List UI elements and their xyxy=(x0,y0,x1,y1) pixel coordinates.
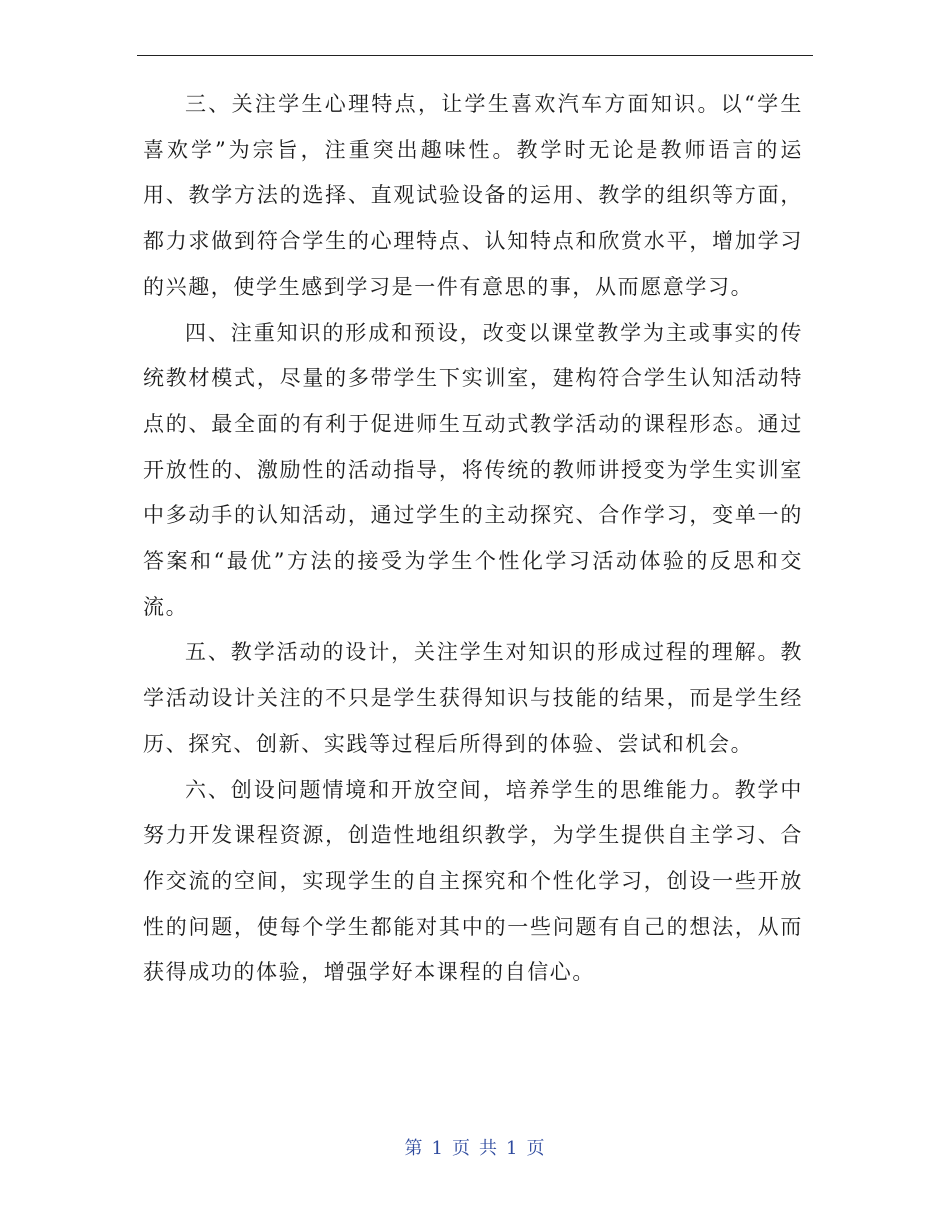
header-rule xyxy=(137,55,813,56)
document-body xyxy=(143,82,803,996)
paragraph-6: 六、创设问题情境和开放空间，培养学生的思维能力。教学中努力开发课程资源，创造性地组织教学，为学生提供自主学习、合作交流的空间，实现学生的自主探究和个性化学习，创设一些开放性的问题，使每个学生都能对其中的一些问题有自己的想法，从而获得成功的体验，增强学好本课程的自信心。 xyxy=(143,777,803,985)
page-footer xyxy=(0,1134,950,1160)
paragraph-4: 四、注重知识的形成和预设，改变以课堂教学为主或事实的传统教材模式，尽量的多带学生下实训室，建构符合学生认知活动特点的、最全面的有利于促进师生互动式教学活动的课程形态。通过开放性的、激励性的活动指导，将传统的教师讲授变为学生实训室中多动手的认知活动，通过学生的主动探究、合作学习，变单一的答案和“最优”方法的接受为学生个性化学习活动体验的反思和交流。 xyxy=(143,320,803,619)
paragraph-5: 五、教学活动的设计，关注学生对知识的形成过程的理解。教学活动设计关注的不只是学生获得知识与技能的结果，而是学生经历、探究、创新、实践等过程后所得到的体验、尝试和机会。 xyxy=(143,640,803,756)
footer-label-ye2: 页 xyxy=(526,1138,546,1159)
footer-label-gong: 共 xyxy=(479,1138,498,1159)
paragraph-3: 三、关注学生心理特点，让学生喜欢汽车方面知识。以“学生喜欢学”为宗旨，注重突出趣味性。教学时无论是教师语言的运用、教学方法的选择、直观试验设备的运用、教学的组织等方面，都力求做到符合学生的心理特点、认知特点和欣赏水平，增加学习的兴趣，使学生感到学习是一件有意思的事，从而愿意学习。 xyxy=(143,92,803,299)
footer-label-ye: 页 xyxy=(452,1138,471,1159)
footer-label-di: 第 xyxy=(404,1138,424,1159)
footer-total-pages: 1 xyxy=(506,1138,519,1159)
footer-current-page: 1 xyxy=(431,1138,444,1159)
